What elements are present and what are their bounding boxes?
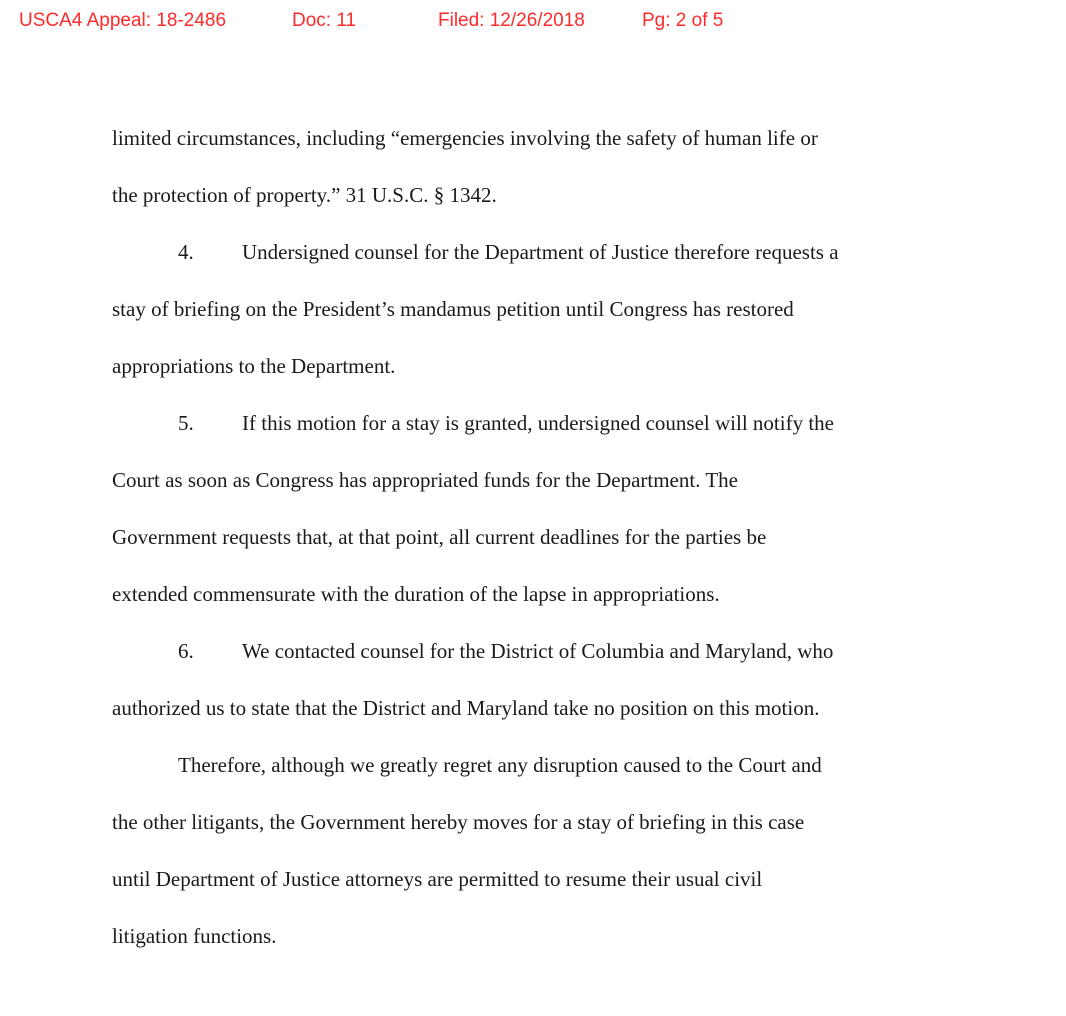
paragraph-5-number: 5. [178,411,194,435]
paragraph-5-line-2: Court as soon as Congress has appropriated funds for the Department. The [112,468,738,492]
paragraph-3-line-2: the protection of property.” 31 U.S.C. § 1342. [112,183,497,207]
header-filed-date: Filed: 12/26/2018 [438,10,585,31]
paragraph-4-line-1 [112,232,962,289]
paragraph-4-line-2: stay of briefing on the President’s mandamus petition until Congress has restored [112,297,794,321]
paragraph-6-line-1 [112,631,962,688]
header-page-number: Pg: 2 of 5 [642,10,724,31]
paragraph-5-text: If this motion for a stay is granted, undersigned counsel will notify the [242,411,834,435]
paragraph-7-line-2: the other litigants, the Government hereby moves for a stay of briefing in this case [112,810,805,834]
document-body [112,118,962,973]
paragraph-5-line-4: extended commensurate with the duration of the lapse in appropriations. [112,582,720,606]
paragraph-7-line-4: litigation functions. [112,924,277,948]
paragraph-6-number: 6. [178,639,194,663]
paragraph-6-line-2: authorized us to state that the District and Maryland take no position on this motion. [112,696,820,720]
paragraph-4-number: 4. [178,240,194,264]
paragraph-7-line-1: Therefore, although we greatly regret any disruption caused to the Court and [178,753,822,777]
header-appeal-number: USCA4 Appeal: 18-2486 [19,10,227,31]
header-doc-number: Doc: 11 [292,10,357,31]
paragraph-7-line-3: until Department of Justice attorneys are permitted to resume their usual civil [112,867,763,891]
paragraph-6-text: We contacted counsel for the District of Columbia and Maryland, who [242,639,834,663]
paragraph-5-line-3: Government requests that, at that point, all current deadlines for the parties be [112,525,767,549]
paragraph-4-line-3: appropriations to the Department. [112,354,396,378]
filing-header [19,10,1049,36]
paragraph-4-text: Undersigned counsel for the Department of Justice therefore requests a [242,240,839,264]
paragraph-5-line-1 [112,403,962,460]
paragraph-3-line-1: limited circumstances, including “emergencies involving the safety of human life or [112,126,818,150]
